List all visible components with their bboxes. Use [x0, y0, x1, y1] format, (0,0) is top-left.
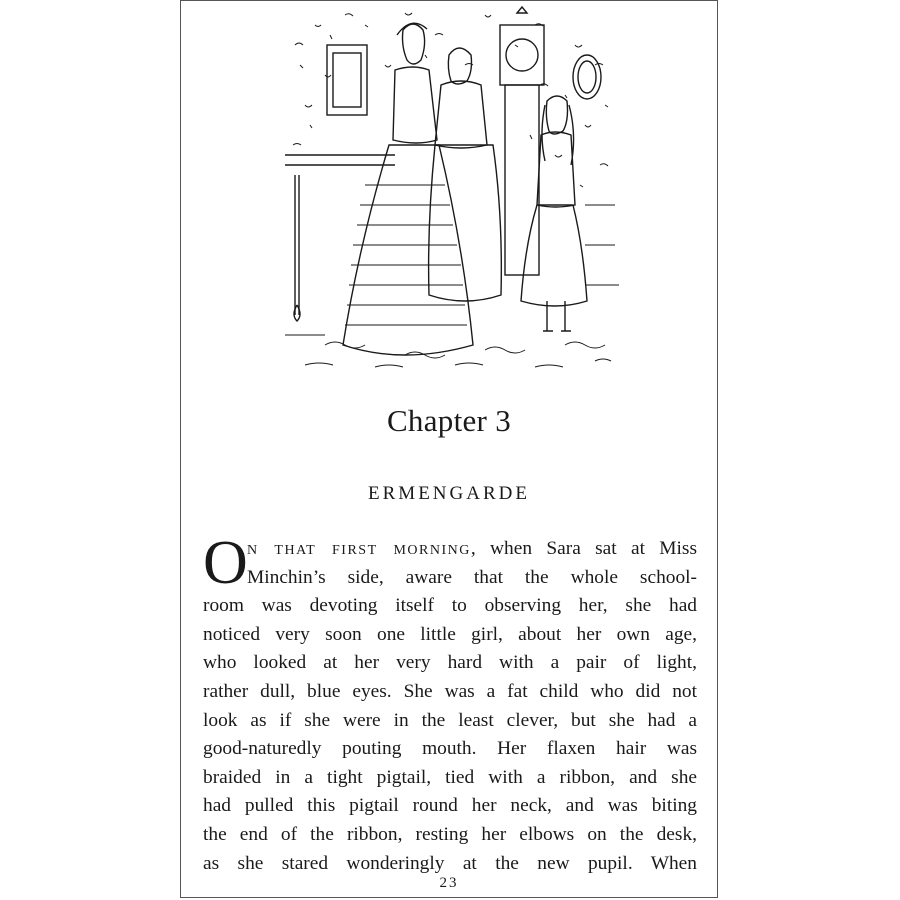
text-line: who looked at her very hard with a pair of light,: [203, 652, 697, 674]
drop-cap: O: [203, 529, 248, 597]
text-line: noticed very soon one little girl, about her own age,: [203, 623, 697, 645]
body-text: [203, 529, 697, 878]
text-line: had pulled this pigtail round her neck, and was biting: [203, 795, 697, 817]
text-line: rather dull, blue eyes. She was a fat child who did not: [203, 680, 697, 702]
text-line: braided in a tight pigtail, tied with a ribbon, and she: [203, 766, 697, 788]
chapter-subtitle: ERMENGARDE: [368, 483, 530, 504]
text-line: Minchin’s side, aware that the whole school-: [247, 566, 697, 588]
page-number: 23: [439, 875, 459, 891]
text-line: room was devoting itself to observing her, she had: [203, 595, 697, 617]
text-line: look as if she were in the least clever, but she had a: [203, 709, 697, 731]
lead-in-smallcaps: n that first morning: [247, 538, 471, 559]
text-line: good-naturedly pouting mouth. Her flaxen hair was: [203, 738, 697, 760]
victorian-classroom-illustration-icon: [285, 5, 623, 373]
text-line: n that first morning, when Sara sat at Miss: [247, 538, 697, 559]
book-page: [180, 0, 718, 898]
chapter-title: Chapter 3: [386, 403, 512, 438]
text-line: the end of the ribbon, resting her elbows on the desk,: [203, 823, 697, 845]
text-line: as she stared wonderingly at the new pupil. When: [203, 852, 697, 874]
